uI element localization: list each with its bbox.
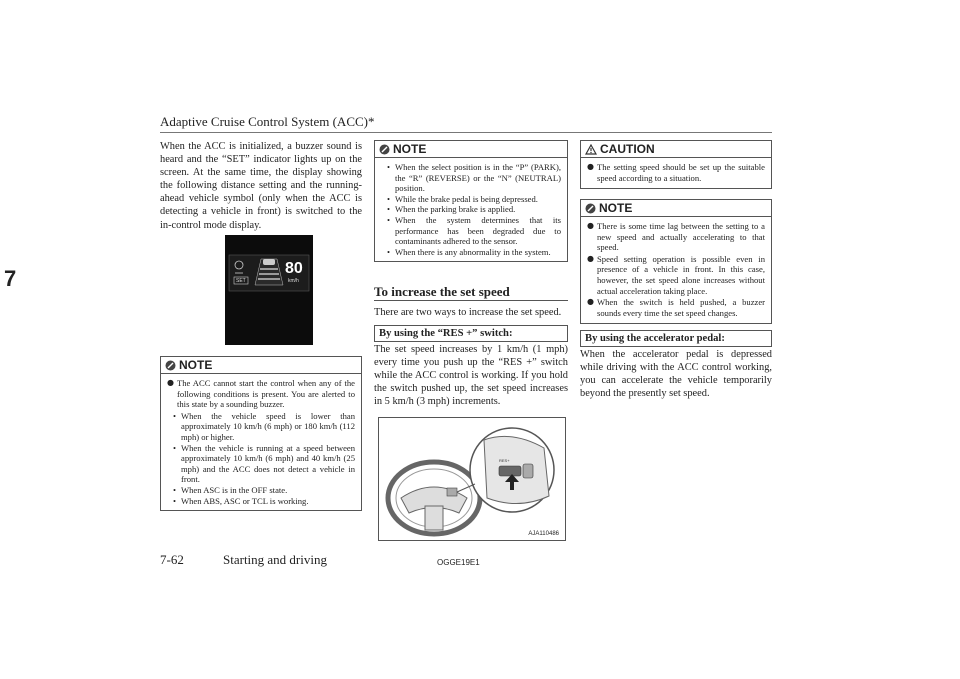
- note-box-3: [580, 199, 772, 324]
- page-number: 7-62: [160, 552, 184, 567]
- warning-triangle-icon: [585, 144, 597, 155]
- header-divider: [160, 132, 772, 133]
- note-pencil-icon: [379, 144, 390, 155]
- document-code: OGGE19E1: [437, 558, 480, 567]
- set-speed-value: 80: [285, 260, 303, 277]
- note-item: ● Speed setting operation is possible even in presence of a vehicle in front. In this case, however, the set speed alone increases without actual acceleration taking place.: [587, 253, 765, 296]
- note-subitem: • When the vehicle speed is lower than approximately 10 km/h (6 mph) or 180 km/h (112 mph) or higher.: [173, 410, 355, 442]
- display-illustration: [225, 235, 313, 345]
- chapter-tab: 7: [4, 266, 17, 291]
- section-title: To increase the set speed: [374, 284, 510, 299]
- note-header: [161, 357, 361, 374]
- figure-code: AJA110486: [528, 531, 559, 537]
- vehicle-ahead-icon: [263, 259, 275, 265]
- steering-wheel-illustration: [379, 418, 565, 540]
- note-box-2: [374, 140, 568, 262]
- section-divider: [374, 300, 568, 301]
- bullet-icon: ●: [167, 378, 174, 387]
- bullet-icon: ●: [587, 221, 594, 230]
- note-subitem: • When the select position is in the “P” (PARK), the “R” (REVERSE) or the “N” (NEUTRAL) position.: [387, 162, 561, 194]
- caution-box: [580, 140, 772, 189]
- steering-switch-figure: [378, 417, 566, 541]
- note-subitem: • When there is any abnormality in the system.: [387, 246, 551, 257]
- note-pencil-icon: [165, 360, 176, 371]
- bullet-icon: ●: [587, 253, 594, 263]
- note-item: [167, 378, 355, 410]
- bullet-icon: ●: [587, 297, 594, 307]
- note-subitem: • When the system determines that its performance has been degraded due to contaminants adhered to the sensor.: [387, 214, 561, 247]
- intro-paragraph: When the ACC is initialized, a buzzer sound is heard and the “SET” indicator lights up on the screen. At the same time, the display showing the following distance setting and the running-ahead vehicle symbol (only when the ACC is detecting a vehicle in front) is switched to the in-control mode display.: [160, 141, 362, 231]
- note-subitem: • When the vehicle is running at a speed between approximately 10 km/h (6 mph) and 40 km/h (25 mph) and the ACC does not detect a vehicle in front.: [173, 442, 355, 485]
- accelerator-paragraph: When the accelerator pedal is depressed while driving with the ACC control working, you can accelerate the vehicle temporarily beyond the presently set speed.: [580, 349, 772, 400]
- set-indicator: SET: [236, 278, 246, 284]
- bullet-icon: ●: [587, 162, 594, 171]
- subheading-accelerator-pedal: By using the accelerator pedal:: [580, 330, 772, 347]
- note-subitem: • When the parking brake is applied.: [387, 204, 516, 215]
- note-header: [581, 200, 771, 217]
- caution-item: ● The setting speed should be set up the suitable speed according to a situation.: [587, 162, 765, 183]
- caution-header: [581, 141, 771, 158]
- note-lead: The ACC cannot start the control when any of the following conditions is present. You are alerted to this state by a sounding buzzer.: [177, 378, 355, 410]
- res-switch-paragraph: The set speed increases by 1 km/h (1 mph) every time you push up the “RES +” switch while the ACC control is working. If you hold the switch pushed up, the set speed increases in 5 km/h (3 mph) increments.: [374, 344, 568, 408]
- footer-section-name: Starting and driving: [223, 552, 327, 567]
- note-heading: NOTE: [179, 358, 213, 372]
- note-box-1: [160, 356, 362, 511]
- page-header-title: Adaptive Cruise Control System (ACC)*: [160, 114, 375, 129]
- note-subitem: • When ASC is in the OFF state.: [173, 484, 288, 495]
- note-heading: NOTE: [599, 201, 633, 215]
- svg-text:RES+: RES+: [499, 458, 510, 463]
- note-pencil-icon: [585, 203, 596, 214]
- speed-unit: km/h: [288, 278, 299, 284]
- caution-heading: CAUTION: [600, 142, 655, 156]
- note-heading: NOTE: [393, 142, 427, 156]
- acc-display-image: [225, 235, 313, 345]
- note-subitem: • When ABS, ASC or TCL is working.: [173, 495, 309, 506]
- note-item: ● When the switch is held pushed, a buzzer sounds every time the set speed changes.: [587, 297, 765, 318]
- subheading-res-switch: By using the “RES +” switch:: [374, 325, 568, 342]
- note-item: ● There is some time lag between the setting to a new speed and actually accelerating to that speed.: [587, 221, 765, 253]
- section-intro: There are two ways to increase the set speed.: [374, 307, 562, 318]
- note-header: [375, 141, 567, 158]
- note-subitem: • While the brake pedal is being depressed.: [387, 193, 538, 204]
